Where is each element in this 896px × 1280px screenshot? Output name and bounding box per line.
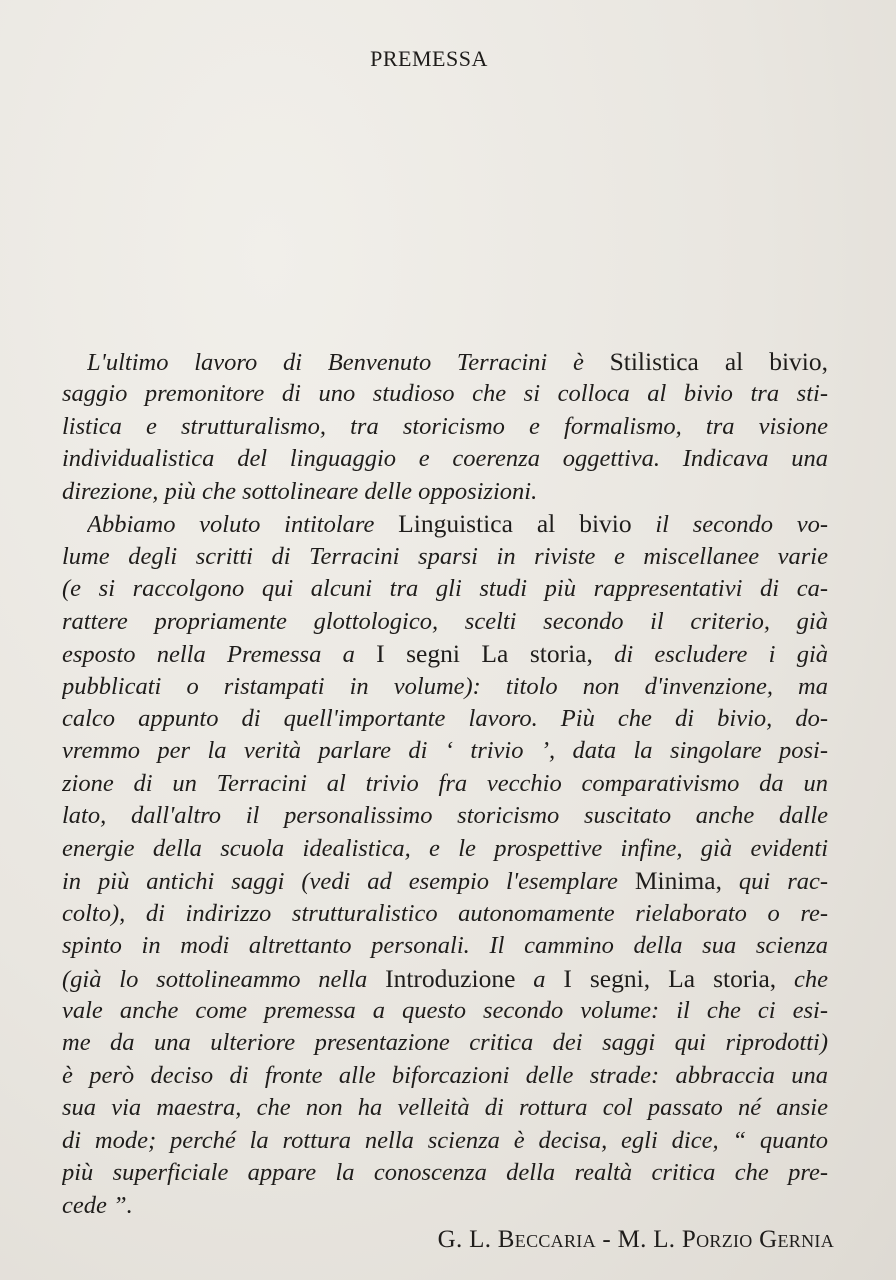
italic-text: esposto nella Premessa a xyxy=(62,641,377,669)
italic-text: qui rac- xyxy=(721,868,828,896)
italic-text: cede ”. xyxy=(62,1191,133,1219)
italic-text: lume degli scritti di Terracini sparsi in riviste e miscellanee varie xyxy=(62,542,828,570)
text-line xyxy=(62,734,828,768)
italic-text: zione di un Terracini al trivio fra vecchio comparativismo da un xyxy=(62,769,828,797)
text-line xyxy=(62,1059,828,1093)
italic-text: di escludere i già xyxy=(592,641,828,669)
italic-text: di mode; perché la rottura nella scienza è decisa, egli dice, “ quanto xyxy=(62,1126,828,1154)
text-line xyxy=(62,1091,828,1125)
italic-text: (già lo sottolineammo nella xyxy=(62,965,386,993)
text-line xyxy=(62,1124,828,1158)
italic-text: direzione, più che sottolineare delle opposizioni. xyxy=(62,477,538,505)
text-line xyxy=(62,475,828,509)
italic-text: lato, dall'altro il personalissimo storicismo suscitato anche dalle xyxy=(62,802,828,830)
text-line xyxy=(87,345,828,379)
italic-text: listica e strutturalismo, tra storicismo e formalismo, tra visione xyxy=(62,412,828,440)
text-line xyxy=(62,377,828,411)
italic-text: in più antichi saggi (vedi ad esempio l'esemplare xyxy=(62,868,635,896)
text-line xyxy=(62,799,828,833)
text-line xyxy=(62,637,828,671)
italic-text: (e si raccolgono qui alcuni tra gli studi più rappresentativi di ca- xyxy=(62,575,828,603)
title-reference: Introduzione xyxy=(385,963,516,993)
italic-text: calco appunto di quell'importante lavoro. Più che di bivio, do- xyxy=(62,704,828,732)
italic-text: colto), di indirizzo strutturalistico autonomamente rielaborato o re- xyxy=(62,899,828,927)
text-line xyxy=(62,864,828,898)
italic-text: saggio premonitore di uno studioso che si colloca al bivio tra sti- xyxy=(62,380,828,408)
text-line xyxy=(62,832,828,866)
text-line xyxy=(62,1026,828,1060)
italic-text: Abbiamo voluto intitolare xyxy=(87,511,399,539)
text-line xyxy=(62,962,828,996)
page-title: PREMESSA xyxy=(370,46,488,71)
title-reference: I segni La storia, xyxy=(376,639,593,669)
text-line xyxy=(62,994,828,1028)
italic-text: il secondo vo- xyxy=(631,511,828,539)
text-line xyxy=(87,507,828,541)
italic-text: sua via maestra, che non ha velleità di rottura col passato né ansie xyxy=(62,1094,828,1122)
italic-text: energie della scuola idealistica, e le prospettive infine, già evidenti xyxy=(62,834,828,862)
italic-text: rattere propriamente glottologico, scelti secondo il criterio, già xyxy=(62,607,828,635)
italic-text: vale anche come premessa a questo secondo volume: il che ci esi- xyxy=(62,997,828,1024)
text-line xyxy=(62,702,828,736)
italic-text: individualistica del linguaggio e coerenza oggettiva. Indicava una xyxy=(62,445,828,473)
authors-signature: G. L. Beccaria - M. L. Porzio Gernia xyxy=(437,1226,834,1253)
text-line xyxy=(62,442,828,476)
italic-text: pubblicati o ristampati in volume): titolo non d'invenzione, ma xyxy=(62,672,828,700)
text-line xyxy=(62,605,828,639)
text-line xyxy=(62,540,828,574)
italic-text: me da una ulteriore presentazione critica dei saggi qui riprodotti) xyxy=(62,1029,828,1057)
italic-text: a xyxy=(515,965,564,993)
text-line xyxy=(62,767,828,801)
title-reference: I segni, La storia, xyxy=(563,963,777,993)
text-line xyxy=(62,1156,828,1190)
text-line xyxy=(62,929,828,963)
italic-text: che xyxy=(776,965,828,993)
italic-text: vremmo per la verità parlare di ‘ trivio ’, data la singolare posi- xyxy=(62,737,828,765)
italic-text: L'ultimo lavoro di Benvenuto Terracini è xyxy=(87,349,610,376)
text-line xyxy=(62,670,828,704)
title-reference: Minima, xyxy=(634,866,722,896)
text-line xyxy=(62,1189,828,1223)
italic-text: spinto in modi altrettanto personali. Il cammino della sua scienza xyxy=(62,932,828,960)
italic-text: più superficiale appare la conoscenza della realtà critica che pre- xyxy=(62,1159,828,1187)
italic-text: è però deciso di fronte alle biforcazioni delle strade: abbraccia una xyxy=(62,1061,828,1089)
text-line xyxy=(62,410,828,444)
title-reference: Linguistica al bivio xyxy=(398,509,632,539)
text-line xyxy=(62,897,828,931)
text-line xyxy=(62,572,828,606)
title-reference: Stilistica al bivio, xyxy=(609,347,828,376)
